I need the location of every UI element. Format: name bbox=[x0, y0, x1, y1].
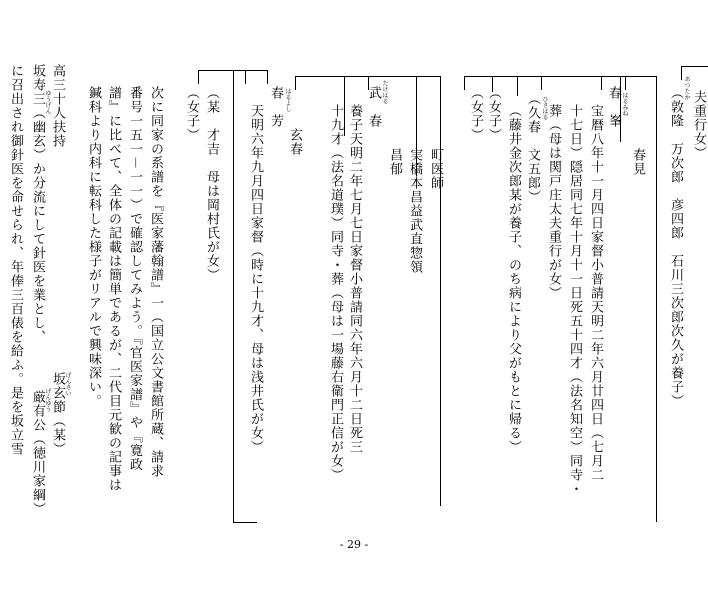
body-line-3: 譜』に比べて、全体の記載は簡単であるが、二代目元歓の記事は bbox=[106, 86, 121, 492]
tree-line bbox=[681, 66, 708, 67]
tree-line bbox=[295, 76, 296, 90]
col-13: 実橋本昌益武直惣領 bbox=[407, 148, 422, 274]
ruby-gloss: たけはる bbox=[381, 80, 388, 104]
col-10: （女子） bbox=[486, 86, 501, 142]
tree-line bbox=[198, 70, 199, 84]
col-2: （敦隆 万次郎 彦四郎 石川三次郎次久が養子） bbox=[668, 86, 683, 408]
tree-line bbox=[517, 76, 518, 96]
body-line-4: 鍼科より内科に転科した様子がリアルで興味深い。 bbox=[86, 86, 101, 408]
tree-line bbox=[464, 76, 465, 90]
tree-line bbox=[267, 70, 268, 84]
col-19: 春 芳 bbox=[268, 86, 283, 128]
ruby-gloss: ゆうげん bbox=[44, 90, 51, 114]
ruby-gloss: げんさい bbox=[64, 372, 71, 396]
quote-line-3: 厳有公（徳川家綱） bbox=[30, 390, 45, 516]
body-line-1: 次に同家の系譜を『医家藩翰譜』一（国立公文書館所蔵、請求 bbox=[148, 86, 163, 478]
page-number: - 29 - bbox=[339, 538, 369, 551]
tree-line bbox=[245, 70, 246, 84]
col-16: 養子天明二年七月七日家督小普請同六年六月十二日死三 bbox=[347, 104, 362, 454]
col-8: （久春 文五郎） bbox=[525, 92, 540, 204]
quote-line-2: 高三十人扶持 bbox=[50, 64, 65, 148]
tree-line bbox=[233, 70, 234, 522]
tree-line bbox=[368, 76, 441, 77]
tree-line bbox=[601, 76, 602, 90]
body-line-2: 番号一五一－一一）で確認してみよう。『官医家譜』や『寛政 bbox=[127, 86, 142, 472]
tree-line bbox=[198, 70, 268, 71]
ruby-gloss: はるよし bbox=[284, 88, 291, 112]
ruby-gloss: げんゆう bbox=[44, 388, 51, 412]
col-3: 春見 bbox=[630, 148, 645, 176]
tree-line bbox=[233, 522, 257, 523]
col-22: （女子） bbox=[184, 86, 199, 142]
tree-line bbox=[681, 66, 682, 80]
col-6: 十七日）隠居同七年十月十一日死五十四才（法名知空）同寺・ bbox=[567, 104, 582, 496]
ruby-gloss: はるみね bbox=[621, 92, 628, 116]
col-7: 葬（母は関戸庄太夫重行が女） bbox=[546, 104, 561, 300]
tree-line bbox=[625, 76, 626, 90]
col-21: （某 才吉 母は岡村氏が女） bbox=[204, 86, 219, 282]
col-12: 町医師 bbox=[428, 148, 443, 190]
tree-line bbox=[541, 76, 542, 90]
col-5: 宝暦八年十一月四日家督小普請天明二年六月廿四日（七月二 bbox=[588, 104, 603, 482]
tree-line bbox=[440, 76, 441, 506]
col-18: 玄春 bbox=[287, 128, 302, 156]
col-17: 十九才（法名道璞）同寺・葬（母は一場藤右衛門正信が女） bbox=[328, 104, 343, 482]
tree-line bbox=[295, 76, 369, 77]
col-11: （女子） bbox=[468, 86, 483, 142]
ruby-gloss: あつたか bbox=[683, 76, 690, 100]
col-14: 昌郁 bbox=[387, 148, 402, 176]
tree-line bbox=[656, 76, 657, 522]
col-4: 春 峯 bbox=[606, 86, 621, 128]
col-20: 天明六年九月四日家督（時に十九才、母は浅井氏が女） bbox=[248, 104, 263, 454]
quote-line-4: 坂寿三（幽玄）か分流にして針医を業とし、 bbox=[30, 64, 45, 344]
quote-line-1: 坂玄節（某） bbox=[50, 372, 65, 456]
col-1: 夫重行女） bbox=[691, 90, 706, 160]
col-15: 武 春 bbox=[366, 86, 381, 128]
ruby-gloss: ひさはる bbox=[541, 96, 548, 120]
quote-line-5: に召出され御針医を命せられ、年俸三百俵を給ふ。是を坂立雪 bbox=[8, 64, 23, 456]
col-9: （藤井金次郎某が養子、のち病により父がもとに帰る） bbox=[506, 104, 521, 454]
